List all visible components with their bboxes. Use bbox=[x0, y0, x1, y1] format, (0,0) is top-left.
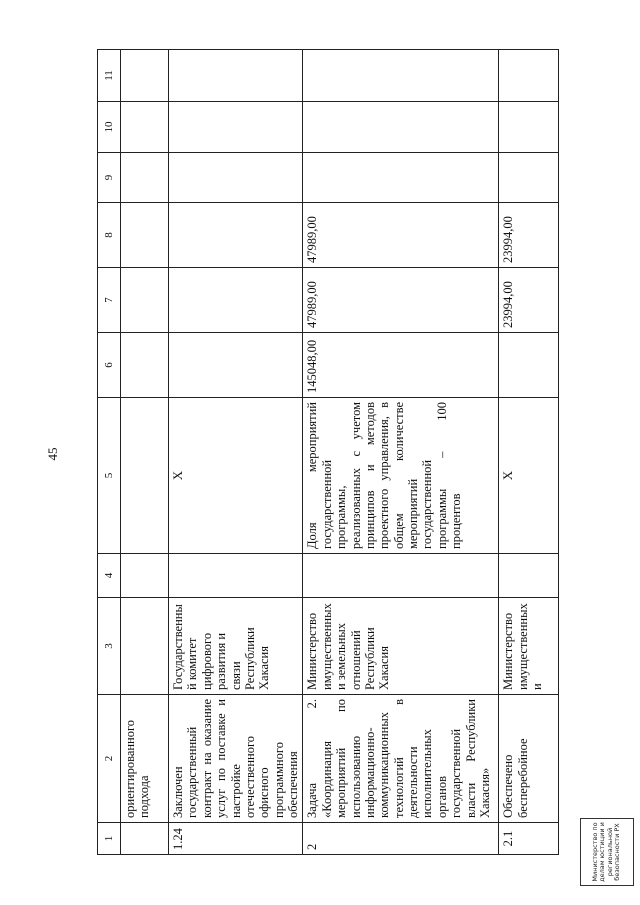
description-cell: ориентированного подхода bbox=[121, 695, 169, 823]
table-cell bbox=[499, 554, 559, 598]
amount-cell bbox=[169, 203, 303, 268]
column-number: 8 bbox=[98, 203, 121, 268]
column-number: 3 bbox=[98, 598, 121, 695]
column-number: 10 bbox=[98, 102, 121, 153]
registration-stamp bbox=[580, 818, 634, 886]
indicator-cell: Доля мероприятий государственной программы, реализованных с учетом принципов и методов проектного управления, в общем количестве мероприятий государственной программы – 100 процентов bbox=[303, 398, 499, 554]
amount-cell bbox=[169, 333, 303, 398]
amount-cell bbox=[121, 203, 169, 268]
table-cell bbox=[169, 554, 303, 598]
table-cell bbox=[499, 102, 559, 153]
table-cell bbox=[121, 554, 169, 598]
table-cell bbox=[499, 50, 559, 102]
amount-cell: 145048,00 bbox=[303, 333, 499, 398]
row-number-cell: 2 bbox=[303, 823, 499, 855]
page-number: 45 bbox=[45, 447, 60, 461]
table-row bbox=[499, 50, 559, 855]
executor-cell: Министерство имущественных и земельных отношений Республики Хакасия bbox=[303, 598, 499, 695]
description-cell: Заключен государственный контракт на оказание услуг по поставке и настройке отечественного офисного программного обеспечения bbox=[169, 695, 303, 823]
table-cell bbox=[303, 153, 499, 203]
table-header-row bbox=[98, 50, 121, 855]
indicator-cell: Х bbox=[499, 398, 559, 554]
executor-cell bbox=[121, 598, 169, 695]
amount-cell bbox=[499, 333, 559, 398]
table-cell bbox=[121, 50, 169, 102]
table-cell bbox=[169, 50, 303, 102]
indicator-cell: Х bbox=[169, 398, 303, 554]
column-number: 1 bbox=[98, 823, 121, 855]
program-table bbox=[97, 49, 559, 855]
amount-cell: 47989,00 bbox=[303, 203, 499, 268]
row-number-cell: 2.1 bbox=[499, 823, 559, 855]
amount-cell: 47989,00 bbox=[303, 268, 499, 333]
amount-cell bbox=[121, 333, 169, 398]
indicator-cell bbox=[121, 398, 169, 554]
column-number: 7 bbox=[98, 268, 121, 333]
column-number: 9 bbox=[98, 153, 121, 203]
column-number: 4 bbox=[98, 554, 121, 598]
executor-cell: Государственный комитет цифрового развития и связи Республики Хакасия bbox=[169, 598, 303, 695]
table-cell bbox=[169, 102, 303, 153]
amount-cell: 23994,00 bbox=[499, 268, 559, 333]
table-cell bbox=[303, 50, 499, 102]
column-number: 2 bbox=[98, 695, 121, 823]
column-number: 11 bbox=[98, 50, 121, 102]
table-row bbox=[169, 50, 303, 855]
column-number: 5 bbox=[98, 398, 121, 554]
executor-cell: Министерство имущественных и bbox=[499, 598, 559, 695]
table-cell bbox=[121, 153, 169, 203]
row-number-cell bbox=[121, 823, 169, 855]
row-number-cell: 1.24 bbox=[169, 823, 303, 855]
amount-cell bbox=[121, 268, 169, 333]
table-cell bbox=[303, 554, 499, 598]
table-cell bbox=[303, 102, 499, 153]
amount-cell bbox=[169, 268, 303, 333]
amount-cell: 23994,00 bbox=[499, 203, 559, 268]
table-row bbox=[121, 50, 169, 855]
table-cell bbox=[499, 153, 559, 203]
table-row bbox=[303, 50, 499, 855]
table-cell bbox=[121, 102, 169, 153]
description-cell: Обеспечено бесперебойное bbox=[499, 695, 559, 823]
description-cell: Задача 2. «Координация мероприятий по использованию информационно-коммуникационных технологий в деятельности исполнительных органов государственной власти Республики Хакасия» bbox=[303, 695, 499, 823]
table-frame bbox=[97, 50, 545, 855]
table-cell bbox=[169, 153, 303, 203]
column-number: 6 bbox=[98, 333, 121, 398]
stamp-text: Министерство по делам юстиции и региональной безопасности РХ bbox=[591, 822, 622, 882]
